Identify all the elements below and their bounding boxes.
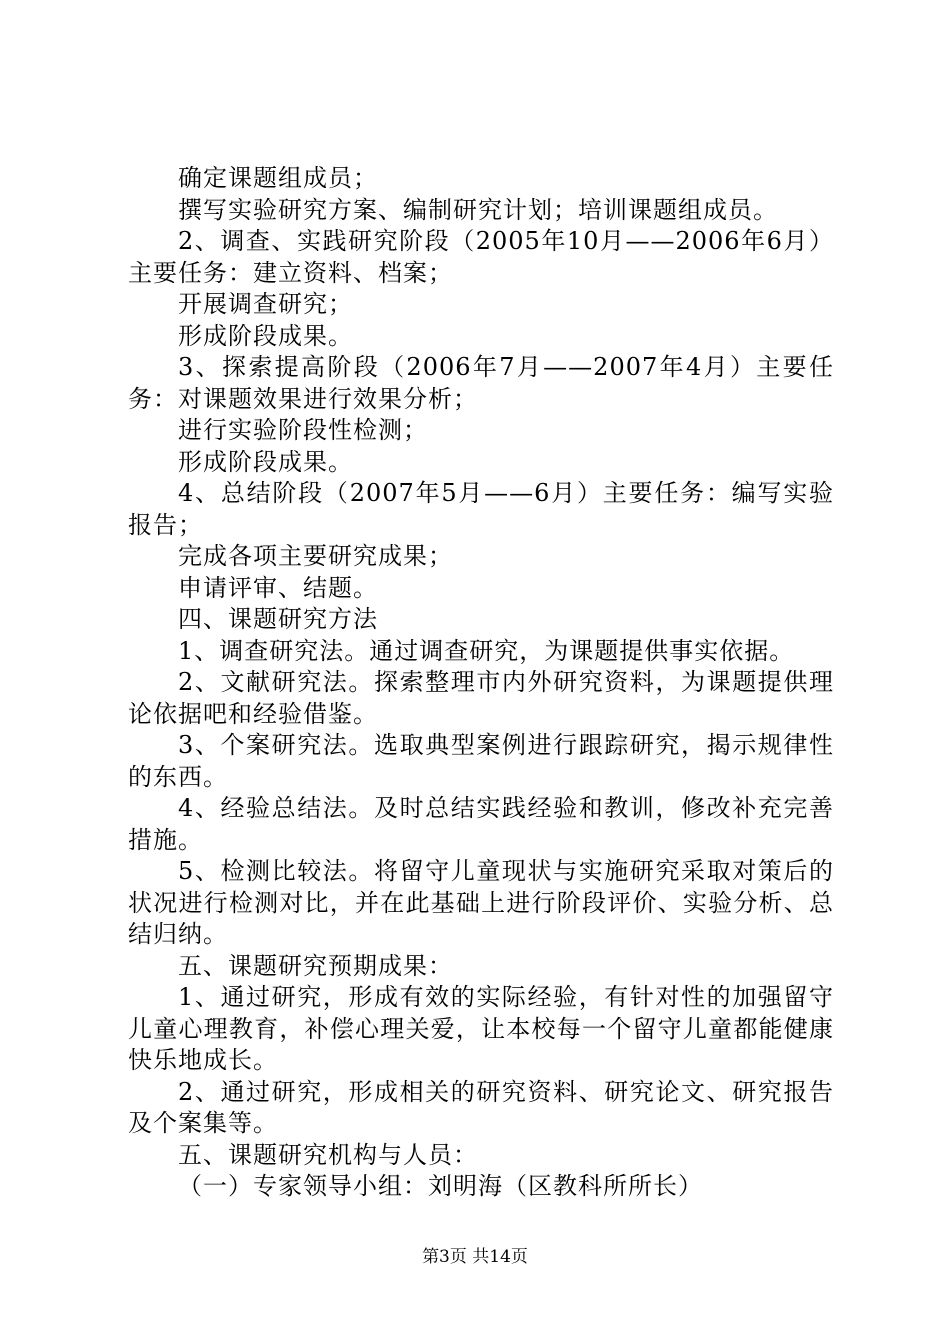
paragraph: 开展调查研究；: [178, 290, 353, 318]
paragraph: 4、经验总结法。及时总结实践经验和教训，修改补充完善措施。: [128, 794, 834, 854]
paragraph: 撰写实验研究方案、编制研究计划；培训课题组成员。: [178, 195, 778, 224]
paragraph: 3、探索提高阶段（2006年7月——2007年4月）主要任务：对课题效果进行效果分析；: [128, 353, 834, 413]
document-body: [128, 163, 834, 1203]
section-heading: 五、课题研究机构与人员：: [178, 1140, 478, 1169]
section-heading: 四、课题研究方法: [178, 605, 378, 633]
paragraph: 申请评审、结题。: [178, 573, 378, 602]
paragraph: 4、总结阶段（2007年5月——6月）主要任务：编写实验报告；: [128, 479, 834, 539]
paragraph: 5、检测比较法。将留守儿童现状与实施研究采取对策后的状况进行检测对比，并在此基础上进行阶段评价、实验分析、总结归纳。: [128, 857, 834, 948]
paragraph: 形成阶段成果。: [178, 447, 353, 476]
section-heading: 五、课题研究预期成果：: [178, 951, 453, 980]
paragraph: 2、通过研究，形成相关的研究资料、研究论文、研究报告及个案集等。: [128, 1077, 834, 1137]
paragraph: 2、调查、实践研究阶段（2005年10月——2006年6月）主要任务：建立资料、档案；: [128, 227, 834, 287]
paragraph: 进行实验阶段性检测；: [178, 416, 428, 444]
paragraph: 形成阶段成果。: [178, 321, 353, 350]
paragraph: 3、个案研究法。选取典型案例进行跟踪研究，揭示规律性的东西。: [128, 731, 834, 791]
paragraph: 2、文献研究法。探索整理市内外研究资料，为课题提供理论依据吧和经验借鉴。: [128, 668, 834, 728]
paragraph: 确定课题组成员；: [178, 164, 378, 192]
paragraph: 完成各项主要研究成果；: [178, 542, 453, 570]
page-number-footer: 第3页 共14页: [422, 1247, 528, 1267]
paragraph: 1、调查研究法。通过调查研究，为课题提供事实依据。: [178, 636, 795, 665]
paragraph: 1、通过研究，形成有效的实际经验，有针对性的加强留守儿童心理教育，补偿心理关爱，让本校每一个留守儿童都能健康快乐地成长。: [128, 983, 834, 1074]
paragraph: （一）专家领导小组：刘明海（区教科所所长）: [178, 1172, 703, 1200]
